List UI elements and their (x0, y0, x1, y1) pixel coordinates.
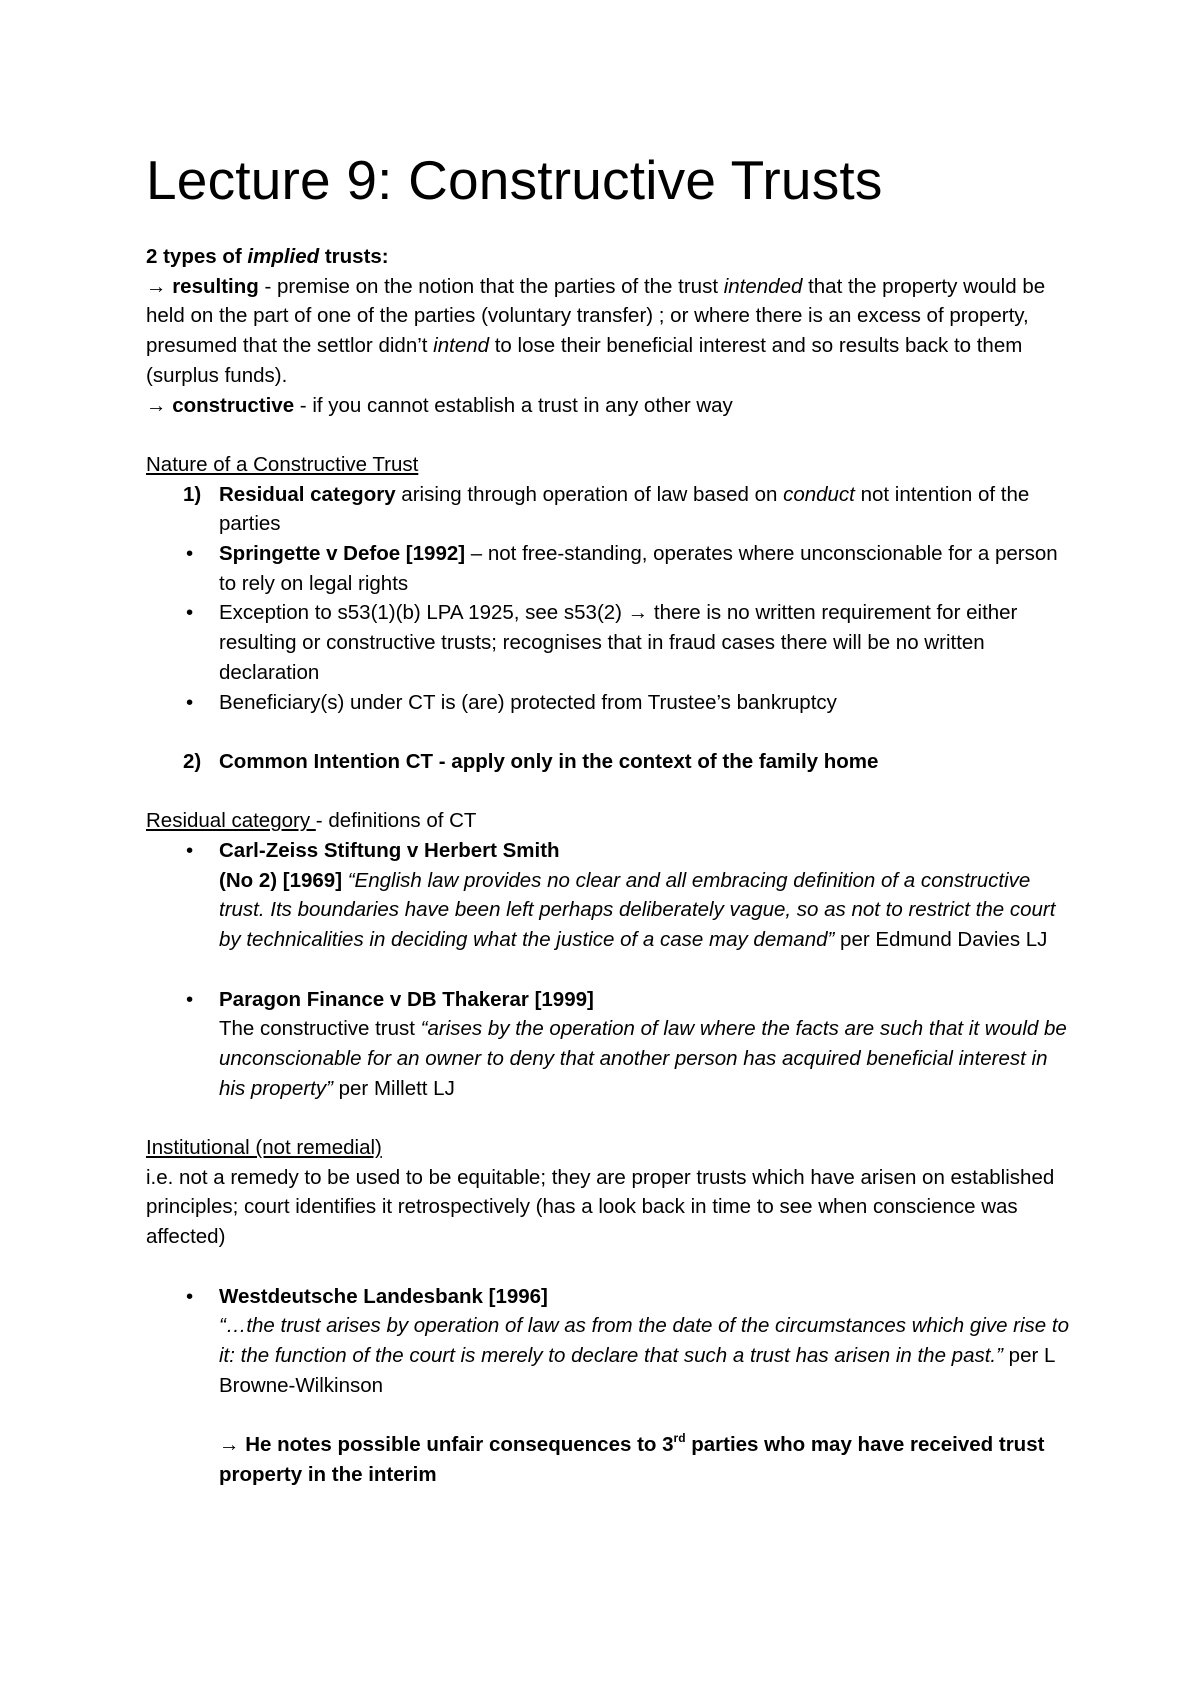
page-title: Lecture 9: Constructive Trusts (146, 149, 883, 211)
case-judge: per Millett LJ (332, 1076, 455, 1100)
case-citation: (No 2) [1969] (219, 868, 343, 892)
residual-heading-rest: - definitions of CT (315, 809, 477, 833)
list-number: 2) (183, 749, 202, 773)
item-text: Exception to s53(1)(b) LPA 1925, see s53(2) (219, 601, 628, 625)
case-quote: “English law provides no clear and all embracing definition of a constructive trust. Its boundaries have been left perhaps deliberately vague, so as not to restrict the court by technicalities in deciding what the justice of a case may demand” (219, 868, 1056, 952)
spacer (146, 1400, 1076, 1430)
resulting-text-3: to lose their beneficial interest and so results back to them (surplus funds). (146, 334, 1023, 387)
resulting-paragraph (146, 272, 1076, 391)
list-item (146, 539, 1076, 598)
list-item (146, 1430, 1076, 1489)
spacer (146, 420, 1076, 450)
list-item (146, 747, 1076, 777)
arrow-icon: → (219, 1433, 240, 1457)
resulting-label: resulting (172, 274, 259, 298)
resulting-text-2: that the property would be held on the part of one of the parties (voluntary transfer) ; or where there is an excess of property, presumed that the settlor didn’t (146, 274, 1046, 358)
constructive-paragraph (146, 391, 1076, 421)
list-item (146, 598, 1076, 687)
spacer (146, 717, 1076, 747)
arrow-icon: → (146, 274, 167, 298)
case-name: Westdeutsche Landesbank [1996] (219, 1284, 548, 1308)
list-number: 1) (183, 482, 202, 506)
spacer (146, 955, 1076, 985)
bullet-icon: • (186, 542, 194, 566)
spacer (146, 1252, 1076, 1282)
list-item (146, 480, 1076, 539)
list-item (146, 836, 1076, 955)
nature-heading: Nature of a Constructive Trust (146, 452, 419, 476)
bullet-icon: • (186, 987, 194, 1011)
item-text: there is no written requirement for either resulting or constructive trusts; recognises that in fraud cases there will be no written declaration (219, 601, 1018, 684)
constructive-text: - if you cannot establish a trust in any other way (294, 393, 733, 417)
intro-heading-prefix: 2 types of (146, 245, 248, 268)
list-item (146, 985, 1076, 1104)
case-quote: “arises by the operation of law where the facts are such that it would be unconscionable for an owner to deny that another person has acquired beneficial interest in his property” (219, 1017, 1067, 1100)
residual-heading-underlined: Residual category (146, 809, 316, 833)
spacer (146, 1103, 1076, 1133)
item-text: not intention of the parties (219, 482, 1030, 536)
institutional-heading: Institutional (not remedial) (146, 1136, 382, 1160)
item-bold: Residual category (219, 482, 396, 506)
item-text: arising through operation of law based on (395, 482, 784, 506)
constructive-label: constructive (172, 393, 295, 417)
item-italic: conduct (783, 482, 855, 506)
note-text: parties who may have received trust property in the interim (219, 1433, 1045, 1486)
resulting-italic-1: intended (723, 274, 803, 298)
item-text: Beneficiary(s) under CT is (are) protected from Trustee’s bankruptcy (219, 690, 837, 714)
institutional-text: i.e. not a remedy to be used to be equitable; they are proper trusts which have arisen on established principles; court identifies it retrospectively (has a look back in time to see when conscience was affected) (146, 1165, 1055, 1249)
case-name: Carl-Zeiss Stiftung v Herbert Smith (219, 839, 560, 863)
bullet-icon: • (186, 839, 194, 863)
note-text: He notes possible unfair consequences to 3 (239, 1433, 674, 1457)
case-name: Paragon Finance v DB Thakerar [1999] (219, 987, 594, 1011)
document-body (146, 242, 1076, 1489)
residual-heading (146, 806, 1076, 836)
bullet-icon: • (186, 690, 194, 714)
case-judge: per L Browne-Wilkinson (219, 1343, 1055, 1397)
arrow-icon: → (146, 393, 167, 417)
intro-heading-suffix: trusts: (319, 245, 389, 268)
intro-heading-italic: implied (247, 245, 320, 268)
list-item (146, 688, 1076, 718)
resulting-text-1: - premise on the notion that the parties of the trust (258, 274, 724, 298)
item-text: – not free-standing, operates where unconscionable for a person to rely on legal rights (219, 542, 1058, 595)
arrow-icon: → (627, 601, 649, 625)
case-judge: per Edmund Davies LJ (834, 928, 1048, 952)
case-quote: “…the trust arises by operation of law as from the date of the circumstances which give rise to it: the function of the court is merely to declare that such a trust has arisen in the past.” (219, 1314, 1069, 1367)
resulting-italic-2: intend (433, 334, 490, 358)
bullet-icon: • (186, 1284, 194, 1308)
note-superscript: rd (673, 1431, 686, 1446)
bullet-icon: • (186, 601, 194, 625)
intro-heading (146, 242, 1076, 272)
item-bold: Common Intention CT - apply only in the context of the family home (219, 749, 879, 773)
item-text: The constructive trust (219, 1017, 421, 1041)
spacer (146, 777, 1076, 807)
list-item (146, 1282, 1076, 1401)
case-name: Springette v Defoe [1992] (219, 542, 466, 566)
